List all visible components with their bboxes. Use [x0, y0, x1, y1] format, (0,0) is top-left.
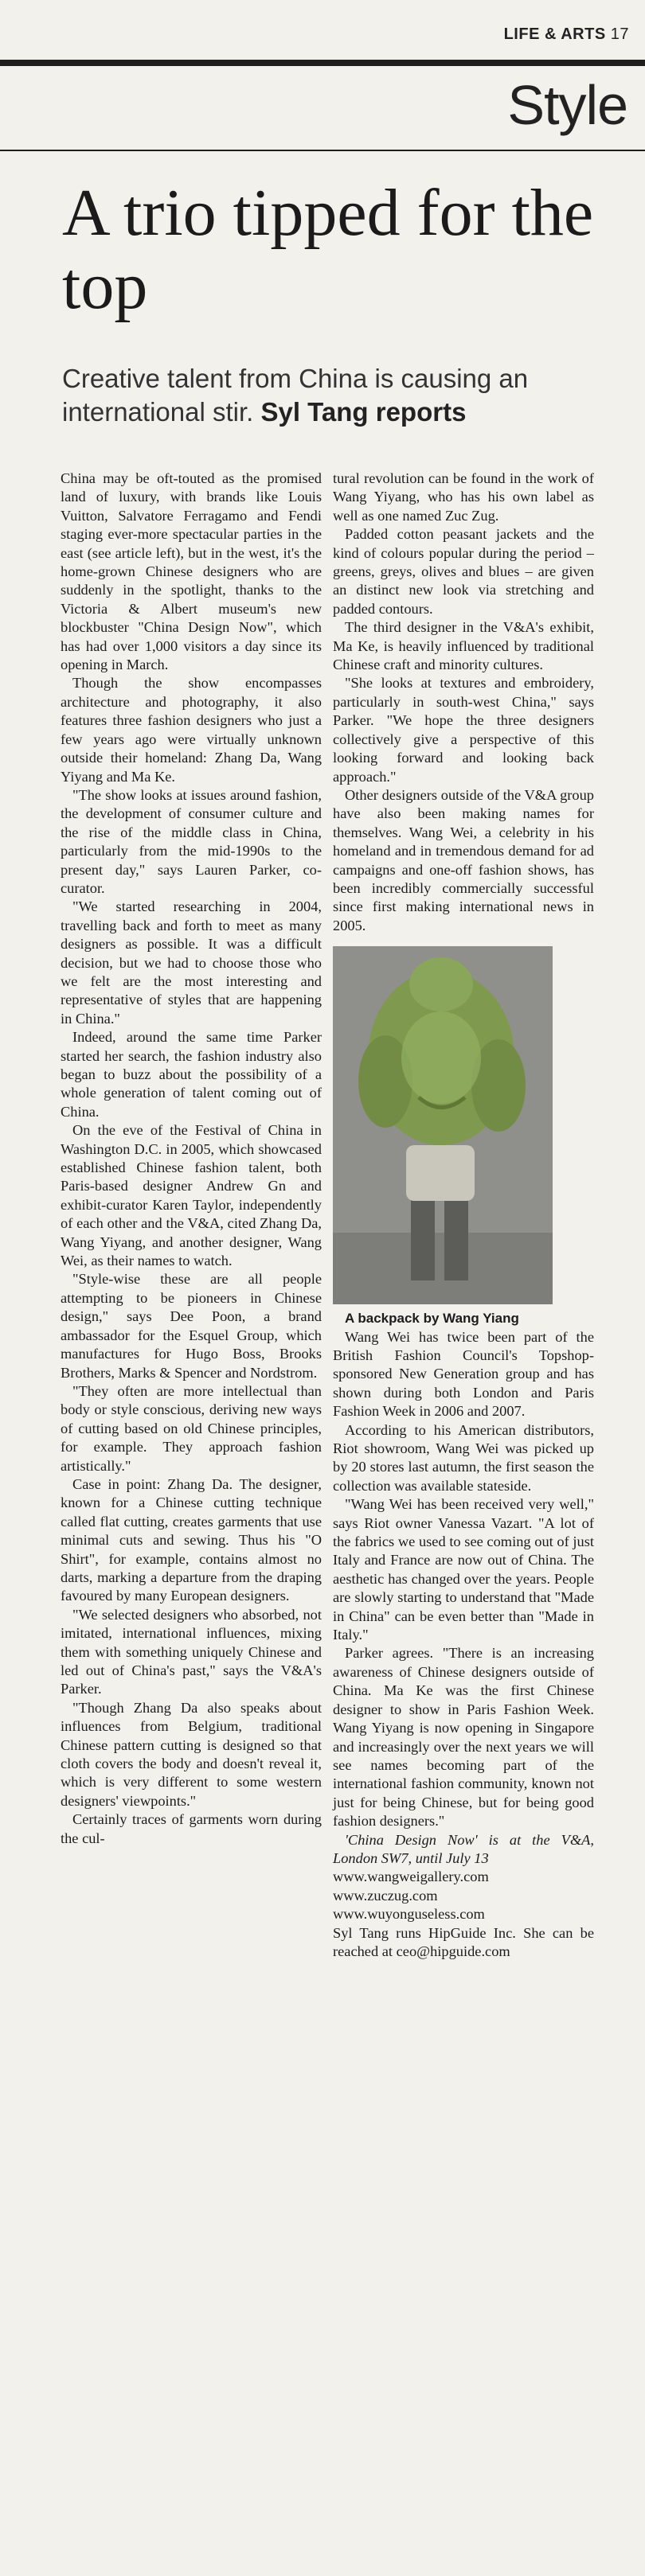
- paragraph: "We started researching in 2004, travelling back and forth to meet as many designers as possible. It was a difficult decision, but we had to choose those who we felt are the most interesting and representative of styles that are happening in China.": [61, 898, 322, 1027]
- headline: A trio tipped for the top: [62, 176, 594, 323]
- paragraph: "They often are more intellectual than body or style conscious, deriving new ways of cutting based on old Chinese principles, for example. They approach fashion artistically.": [61, 1382, 322, 1474]
- paragraph: The third designer in the V&A's exhibit, Ma Ke, is heavily influenced by traditional Chinese craft and minority cultures.: [333, 619, 594, 673]
- website-link[interactable]: www.wangweigallery.com: [333, 1869, 489, 1885]
- photo-caption: A backpack by Wang Yiang: [345, 1311, 519, 1327]
- standfirst: [62, 362, 620, 429]
- photo-floor: [333, 1233, 553, 1304]
- website-link[interactable]: www.zuczug.com: [333, 1887, 438, 1904]
- section-rule: [0, 150, 645, 151]
- byline: Syl Tang reports: [260, 397, 467, 427]
- paragraph: China may be oft-touted as the promised land of luxury, with brands like Louis Vuitton, Salvatore Ferragamo and Fendi staging ever-more spectacular parties in the east (see article left), but in the west, it's the home-grown Chinese designers who are suddenly in the spotlight, thanks to the Victoria & Albert museum's new blockbuster "China Design Now", which has had over 1,000 visitors a day since its opening in March.: [61, 470, 322, 673]
- paragraph: Padded cotton peasant jackets and the kind of colours popular during the period – greens, greys, olives and blues – are given an distinct new look via stretching and padded contours.: [333, 526, 594, 617]
- paragraph: "Wang Wei has been received very well," says Riot owner Vanessa Vazart. "A lot of the fabrics we used to see coming out of just Italy and France are now out of China. The aesthetic has changed over the years. People are slowly starting to understand that "Made in China" can be even better than "Made in Italy.": [333, 1496, 594, 1643]
- article-column-left: [61, 470, 322, 1848]
- paragraph: "She looks at textures and embroidery, particularly in south-west China," says Parker. "We hope the three designers collectively give a perspective of this looking forward and looking back approach.": [333, 675, 594, 785]
- paragraph: Parker agrees. "There is an increasing awareness of Chinese designers outside of China. Ma Ke was the first Chinese designer to show in Paris Fashion Week. Wang Yiyang is now opening in Singapore and increasingly over the next years we will see names becoming part of the international fashion community, known not just for being Chinese, but for being good fashion designers.": [333, 1645, 594, 1830]
- section-name: LIFE & ARTS: [503, 25, 606, 43]
- article-footnote: [333, 1831, 594, 1869]
- paragraph: Certainly traces of garments worn during the cul-: [61, 1811, 322, 1846]
- exhibition-info: 'China Design Now' is at the V&A, London SW7, until July 13: [333, 1831, 594, 1866]
- paragraph: "The show looks at issues around fashion, the development of consumer culture and the rise of the middle class in China, particularly from the mid-1990s to the present day," says Lauren Parker, co-curator.: [61, 786, 322, 896]
- backpack-photo: [333, 946, 553, 1304]
- section-title: Style: [507, 74, 627, 136]
- paragraph: According to his American distributors, Riot showroom, Wang Wei was picked up by 20 stores last autumn, the first season the collection was available stateside.: [333, 1421, 594, 1494]
- backpack-illustration: [333, 946, 553, 1304]
- paragraph: Indeed, around the same time Parker started her search, the fashion industry also began to buzz about the possibility of a whole generation of talent coming out of China.: [61, 1029, 322, 1120]
- section-label: [504, 25, 629, 44]
- paragraph: tural revolution can be found in the work of Wang Yiyang, who has his own label as well as one named Zuc Zug.: [333, 470, 594, 524]
- page-number: 17: [610, 25, 629, 43]
- paragraph: "Style-wise these are all people attempting to be pioneers in Chinese design," says Dee Poon, a brand ambassador for the Esquel Group, which manufactures for Hugo Boss, Brooks Brothers, Marks & Spencer and Nordstrom.: [61, 1271, 322, 1381]
- paragraph: Though the show encompasses architecture and photography, it also features three fashion designers who just a few years ago were virtually unknown outside their homeland: Zhang Da, Wang Yiyang and Ma Ke.: [61, 675, 322, 785]
- paragraph: Wang Wei has twice been part of the British Fashion Council's Topshop-sponsored New Generation group and has shown during both London and Paris Fashion Week in 2006 and 2007.: [333, 1328, 594, 1420]
- paragraph: "We selected designers who absorbed, not imitated, international influences, mixing them with something uniquely Chinese and led out of China's past," says the V&A's Parker.: [61, 1606, 322, 1697]
- standfirst-text: Creative talent from China is causing an international stir.: [62, 364, 529, 427]
- paragraph: Case in point: Zhang Da. The designer, known for a Chinese cutting technique called flat cutting, creates garments that use minimal cuts and sewing. Thus his "O Shirt", for example, contains almost no darts, marking a departure from the draping favoured by many European designers.: [61, 1475, 322, 1604]
- paragraph: On the eve of the Festival of China in Washington D.C. in 2005, which showcased established Chinese fashion talent, both Paris-based designer Andrew Gn and exhibit-curator Karen Taylor, independently of each other and the V&A, cited Zhang Da, Wang Yiyang, and another designer, Wang Wei, as their names to watch.: [61, 1122, 322, 1269]
- paragraph: "Though Zhang Da also speaks about influences from Belgium, traditional Chinese pattern cutting is designed so that cloth covers the body and doesn't reveal it, which is very different to some western designers' viewpoints.": [61, 1699, 322, 1809]
- page-header: [0, 0, 645, 48]
- author-bio: Syl Tang runs HipGuide Inc. She can be reached at ceo@hipguide.com: [333, 1924, 594, 1959]
- header-rule: [0, 60, 645, 66]
- website-link[interactable]: www.wuyonguseless.com: [333, 1906, 485, 1923]
- article-column-right: [333, 470, 594, 1961]
- paragraph: Other designers outside of the V&A group have also been making names for themselves. Wang Wei, a celebrity in his homeland and in tremendous demand for ad campaigns and one-off fashion shows, has been incredibly commercially successful since first making international news in 2005.: [333, 786, 594, 933]
